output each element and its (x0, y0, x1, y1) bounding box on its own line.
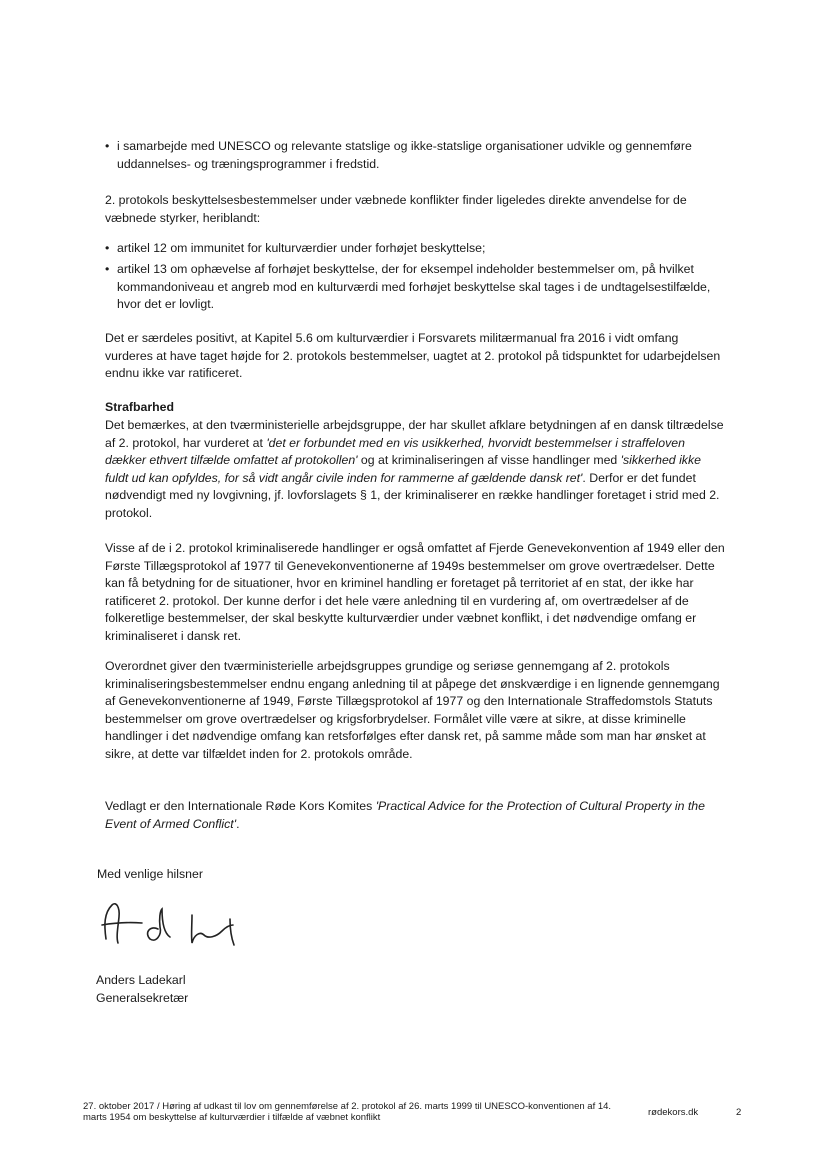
bullet-text: artikel 13 om ophævelse af forhøjet beskyttelse, der for eksempel indeholder bestemmelser om, på hvilket kommandoniveau et angreb mod en kulturværdi med forhøjet beskyttelse skal tages i de undtagelsestilfælde, hvor det er lovligt. (117, 262, 711, 311)
quote-text: 'det er forbundet med en vis usikkerhed, hvorvidt bestemmelser i straffeloven dækker ethvert tilfælde omfattet af protokollen' (105, 435, 685, 467)
section-heading: Strafbarhed (105, 400, 175, 414)
footer-text: 27. oktober 2017 / Høring af udkast til lov om gennemførelse af 2. protokol af 26. marts 1999 til UNESCO-konventionen af 14. marts 1954 om beskyttelse af kulturværdier i tilfælde af væbnet konflikt (83, 1101, 612, 1123)
paragraph (105, 658, 725, 763)
bullet-text: i samarbejde med UNESCO og relevante statslige og ikke-statslige organisationer udvikle og gennemføre uddannelses- og træningsprogrammer i fredstid. (117, 139, 692, 171)
bullet-item (105, 138, 737, 173)
closing: Med venlige hilsner (97, 867, 203, 881)
paragraph-text: Vedlagt er den Internationale Røde Kors Komites (105, 799, 376, 813)
bullet-item (105, 240, 737, 258)
handwritten-signature (96, 895, 256, 955)
paragraph-text: 2. protokols beskyttelsesbestemmelser under væbnede konflikter finder ligeledes direkte anvendelse for de væbnede styrker, heriblandt: (105, 193, 687, 225)
paragraph-text: Overordnet giver den tværministerielle arbejdsgruppes grundige og seriøse gennemgang af 2. protokols kriminaliseringsbestemmelser endnu engang anledning til at påpege det ønskværdige i en lignende gennemgang af Genevekonventionerne af 1949, Første Tillægsprotokol af 1977 og den Internationale Straffedomstols Statuts bestemmelser om grove overtrædelser og krigsforbrydelser. Formålet ville være at sikre, at disse kriminelle handlinger i det nødvendige omfang kan retsforfølges efter dansk ret, på samme måde som man har ønsket at sikre, at dette var tilfældet inden for 2. protokols område. (105, 659, 720, 761)
footer-website: rødekors.dk (648, 1107, 699, 1118)
paragraph (105, 798, 725, 833)
paragraph-text: . Derfor er det fundet nødvendigt med ny lovgivning, jf. lovforslagets § 1, der kriminaliserer en række handlinger foretaget i strid med 2. protokol. (105, 470, 720, 520)
paragraph (105, 540, 725, 645)
bullet-item (105, 261, 737, 314)
paragraph (105, 330, 725, 383)
paragraph-text: . (236, 816, 240, 831)
signer-name: Anders Ladekarl (96, 973, 186, 987)
bullet-text: artikel 12 om immunitet for kulturværdier under forhøjet beskyttelse; (117, 241, 486, 255)
paragraph (105, 192, 725, 227)
paragraph (105, 417, 725, 522)
paragraph-text: Det er særdeles positivt, at Kapitel 5.6 om kulturværdier i Forsvarets militærmanual fra 2016 i vidt omfang vurderes at have taget højde for 2. protokols bestemmelser, uagtet at 2. protokol på tidspunktet for udarbejdelsen endnu ikke var ratificeret. (105, 331, 721, 380)
quote-text: 'Practical Advice for the Protection of Cultural Property in the Event of Armed Conflict' (105, 799, 705, 831)
paragraph-text: og at kriminaliseringen af visse handlinger med (357, 453, 621, 467)
paragraph-text: Det bemærkes, at den tværministerielle arbejdsgruppe, der har skullet afklare betydningen af en dansk tiltrædelse af 2. protokol, har vurderet at (105, 418, 724, 450)
paragraph-text: Visse af de i 2. protokol kriminaliserede handlinger er også omfattet af Fjerde Genevekonvention af 1949 eller den Første Tillægsprotokol af 1977 til Genevekonventionerne af 1949s bestemmelser om grove overtrædelser. Dette kan få betydning for de situationer, hvor en kriminel handling er foretaget på territoriet af en stat, der ikke har ratificeret 2. protokol. Der kunne derfor i det hele være anledning til en vurdering af, om overtrædelser af de folkeretlige bestemmelser, der skal beskytte kulturværdier under væbnet konflikt, i det nødvendige omfang er kriminaliseret i dansk ret. (105, 541, 725, 643)
page-number: 2 (736, 1107, 742, 1118)
quote-text: 'sikkerhed ikke fuldt ud kan opfyldes, for så vidt angår civile inden for rammerne af gældende dansk ret' (105, 453, 701, 485)
signer-title: Generalsekretær (96, 991, 189, 1005)
